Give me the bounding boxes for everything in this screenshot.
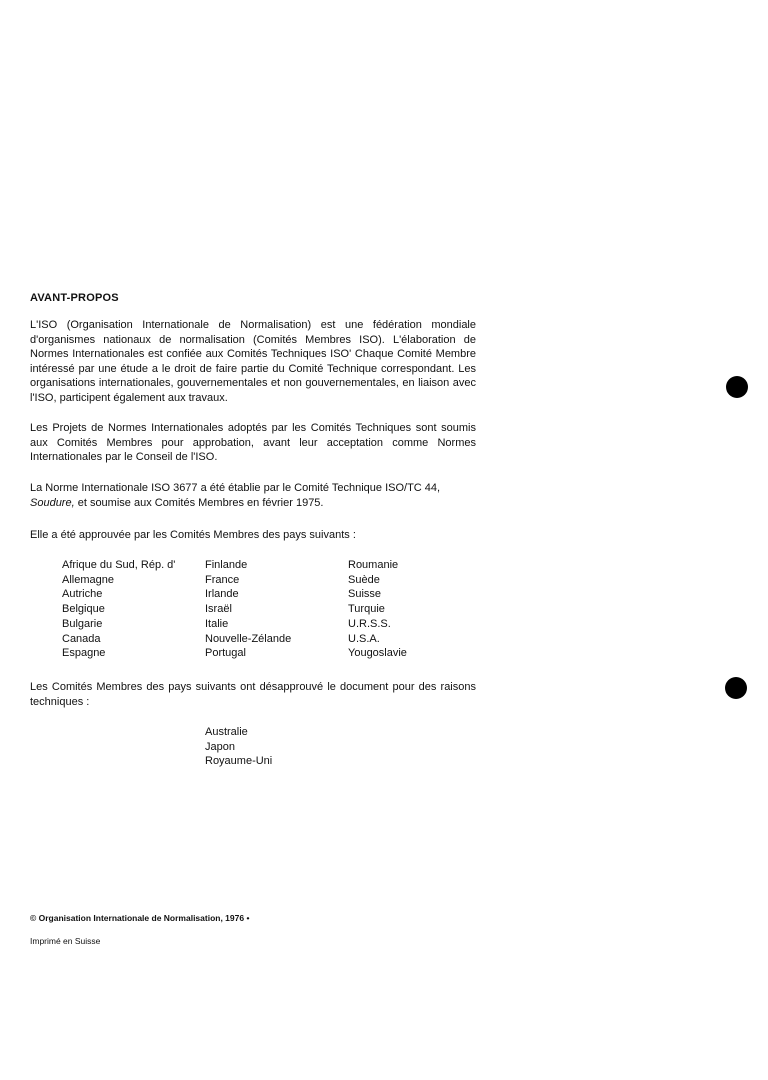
- committee-title: Soudure,: [30, 496, 75, 509]
- country-item: Suisse: [348, 588, 382, 601]
- country-item: Yougoslavie: [348, 647, 407, 660]
- foreword-paragraph-iso: L'ISO (Organisation Internationale de Normalisation) est une fédération mondiale d'organismes nationaux de normalisation (Comités Membres ISO). L'élaboration de Normes Internationales est confiée aux Comités Techniques ISO' Chaque Comité Membre intéressé par une étude a le droit de faire partie du Comité Technique correspondant. Les organisations internationales, gouvernementales et non gouvernementales, en liaison avec l'ISO, participent également aux travaux.: [30, 319, 476, 404]
- country-item: Autriche: [62, 588, 103, 601]
- country-item: Nouvelle-Zélande: [205, 632, 292, 645]
- country-item: Allemagne: [62, 573, 114, 586]
- approved-countries-column-3: [348, 558, 407, 661]
- country-item: Afrique du Sud, Rép. d': [62, 559, 176, 571]
- country-item: Italie: [205, 617, 229, 630]
- foreword-paragraph-standard: [30, 481, 476, 510]
- country-item: U.R.S.S.: [348, 617, 391, 630]
- approval-intro: Elle a été approuvée par les Comités Membres des pays suivants :: [30, 529, 356, 541]
- standard-text-part1: La Norme Internationale ISO 3677 a été établie par le Comité Technique ISO/TC 44,: [30, 482, 441, 494]
- country-item: Canada: [62, 632, 101, 645]
- country-item: Australie: [205, 726, 248, 738]
- country-item: Bulgarie: [62, 617, 103, 630]
- approved-countries-column-2: [205, 558, 291, 661]
- disapproval-intro: Les Comités Membres des pays suivants ont désapprouvé le document pour des raisons techniques :: [30, 681, 476, 708]
- punch-hole-top: [726, 376, 748, 398]
- country-item: Portugal: [205, 647, 246, 660]
- country-item: Royaume-Uni: [205, 755, 273, 768]
- approved-countries-column-1: [62, 558, 175, 661]
- country-item: Finlande: [205, 559, 248, 571]
- country-item: Japon: [205, 740, 235, 753]
- country-item: Israël: [205, 603, 232, 616]
- country-item: Turquie: [348, 603, 385, 616]
- country-item: Espagne: [62, 647, 106, 660]
- country-item: France: [205, 573, 240, 586]
- copyright-notice: © Organisation Internationale de Normalisation, 1976 •: [30, 913, 250, 923]
- country-item: U.S.A.: [348, 632, 380, 645]
- country-item: Roumanie: [348, 559, 399, 571]
- country-item: Irlande: [205, 588, 239, 601]
- standard-text-part2: et soumise aux Comités Membres en février 1975.: [74, 496, 324, 509]
- punch-hole-bottom: [725, 677, 747, 699]
- disapproved-countries-list: [205, 725, 272, 769]
- country-item: Suède: [348, 573, 380, 586]
- country-item: Belgique: [62, 603, 105, 616]
- foreword-paragraph-projects: Les Projets de Normes Internationales adoptés par les Comités Techniques sont soumis aux Comités Membres pour approbation, avant leur acceptation comme Normes Internationales par le Conseil de l'ISO.: [30, 422, 476, 464]
- printed-in-notice: Imprimé en Suisse: [30, 936, 101, 946]
- page-heading: AVANT-PROPOS: [30, 292, 119, 304]
